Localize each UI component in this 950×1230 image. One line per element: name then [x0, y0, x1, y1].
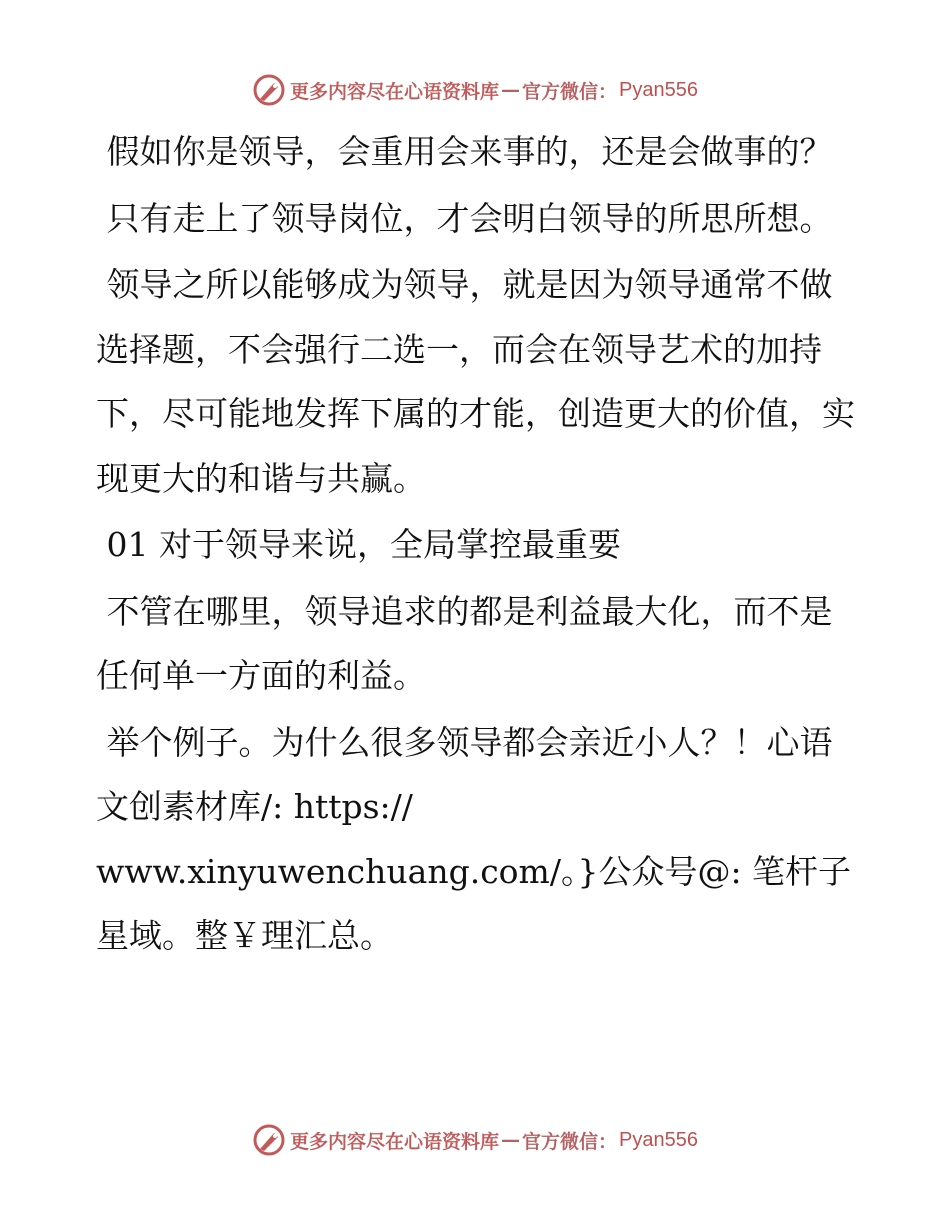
- paragraph-2: 只有走上了领导岗位，才会明白领导的所思所想。: [96, 198, 833, 238]
- banner-dash: —: [501, 79, 521, 101]
- section-heading-01: 01 对于领导来说，全局掌控最重要: [96, 525, 621, 564]
- footer-banner: [0, 1120, 950, 1160]
- footer-contact-label: 官方微信：: [522, 1130, 618, 1153]
- banner-contact-label: 官方微信：: [522, 80, 618, 103]
- footer-slogan: 更多内容尽在心语资料库: [290, 1130, 500, 1153]
- footer-wechat-id: Pyan556: [619, 1128, 698, 1151]
- document-body: [96, 120, 856, 971]
- banner-slogan: 更多内容尽在心语资料库: [290, 80, 500, 103]
- footer-dash: —: [501, 1129, 521, 1151]
- pen-nib-logo-icon: [252, 1123, 286, 1157]
- banner-wechat-id: Pyan556: [619, 78, 698, 101]
- header-banner: [0, 70, 950, 110]
- paragraph-5: 举个例子。为什么很多领导都会亲近小人？！心语文创素材库/: https:// www.xinyuwenchuang.com/。}公众号@: 笔杆子星域。整￥理汇总。: [96, 722, 852, 955]
- pen-nib-logo-icon: [252, 73, 286, 107]
- paragraph-1: 假如你是领导，会重用会来事的，还是会做事的？: [96, 132, 833, 171]
- paragraph-3: 领导之所以能够成为领导，就是因为领导通常不做选择题，不会强行二选一，而会在领导艺术的加持下，尽可能地发挥下属的才能，创造更大的价值，实现更大的和谐与共赢。: [96, 265, 855, 498]
- paragraph-4: 不管在哪里，领导追求的都是利益最大化，而不是任何单一方面的利益。: [96, 591, 833, 695]
